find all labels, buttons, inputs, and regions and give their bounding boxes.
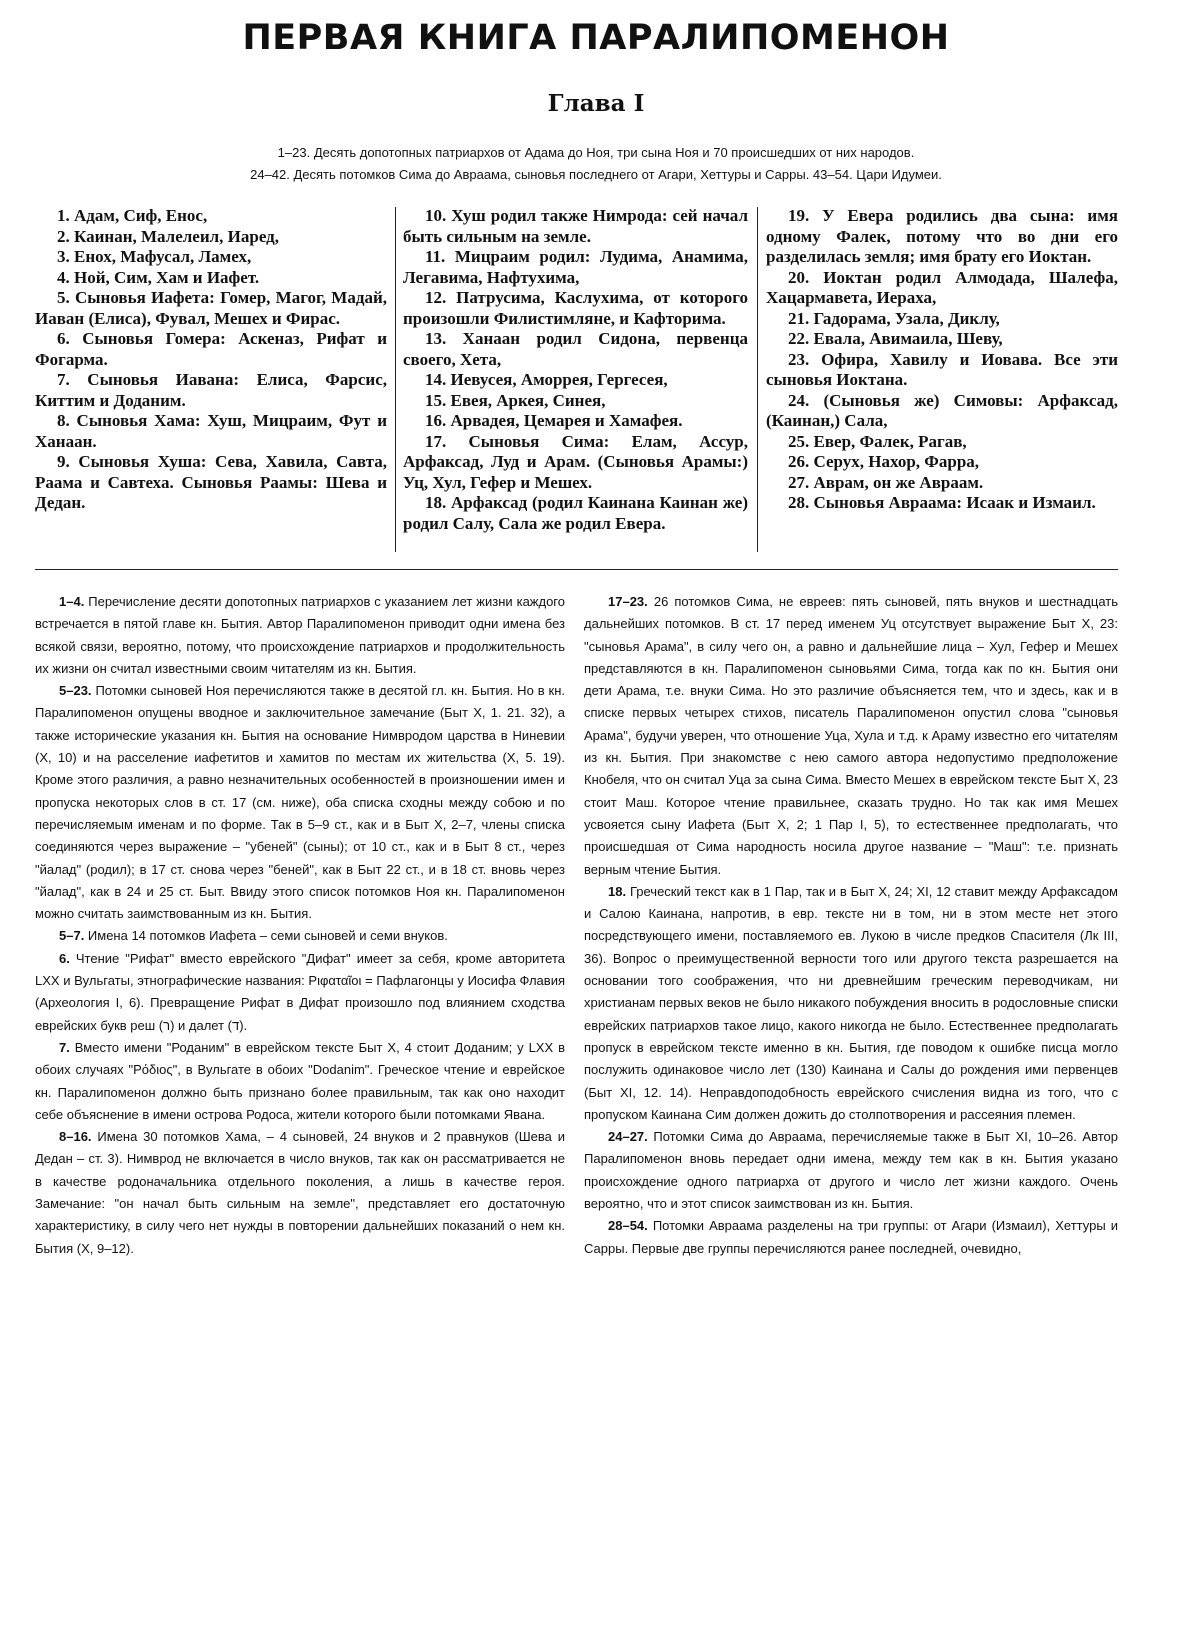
verse: 2. Каинан, Малелеил, Иаред, — [57, 226, 280, 246]
commentary-paragraph — [584, 881, 1118, 1126]
commentary-text: Вместо имени "Роданим" в еврейском тексте Быт X, 4 стоит Доданим; у LXX в обоих случаях "Ρόδιος", в Вульгате в обоих "Dodanim". Греческое чтение и еврейское кн. Паралипоменон должно быть признано более правильным, так как оно находит себе объяснение в имени острова Родоса, жители которого были потомками Явана. — [35, 1039, 565, 1122]
commentary-text: Имена 30 потомков Хама, – 4 сыновей, 24 внуков и 2 правнуков (Шева и Дедан – ст. 3). Нимврод не включается в число внуков, так как он рассматривается не в качестве родоначальника отдельного поколения, а лишь в качестве героя. Замечание: "он начал быть сильным на земле", представляет его достаточную характеристику, в силу чего нет нужды в повторении дальнейших показаний о нем кн. Бытия (X, 9–12). — [35, 1129, 565, 1256]
commentary-paragraph — [35, 1126, 565, 1260]
commentary-ref: 17–23. — [608, 594, 648, 609]
verse: 21. Гадорама, Узала, Диклу, — [788, 308, 1000, 328]
chapter-title: Глава I — [547, 90, 645, 117]
commentary-ref: 1–4. — [59, 594, 85, 609]
verse: 16. Арвадея, Цемарея и Хамафея. — [425, 411, 683, 430]
chapter-summary — [0, 142, 1192, 186]
verse-column-1 — [35, 206, 387, 514]
verse: 11. Мицраим родил: Лудима, Анамима, Легавима, Нафтухима, — [403, 247, 748, 287]
summary-line: 1–23. Десять допотопных патриархов от Адама до Ноя, три сына Ноя и 70 происшедших от них народов. — [277, 145, 915, 160]
commentary-ref: 24–27. — [608, 1129, 648, 1145]
verse: 6. Сыновья Гомера: Аскеназ, Рифат и Фогарма. — [35, 329, 387, 369]
commentary-paragraph — [35, 925, 565, 947]
verse: 1. Адам, Сиф, Енос, — [57, 206, 208, 225]
verse: 5. Сыновья Иафета: Гомер, Магог, Мадай, Иаван (Елиса), Фувал, Мешех и Фирас. — [35, 288, 387, 328]
verse: 9. Сыновья Хуша: Сева, Хавила, Савта, Раама и Савтеха. Сыновья Раамы: Шева и Дедан. — [35, 452, 387, 512]
commentary-text: 26 потомков Сима, не евреев: пять сыновей, пять внуков и шестнадцать дальнейших потомков. В ст. 17 перед именем Уц отсутствует выражение Быт X, 23: "сыновья Арама", в силу чего он, а равно и дальнейшие лица – Хул, Гефер и Мешех представляются в кн. Паралипоменон сыновьями Сима, тогда как по кн. Бытия они дети Арама, т.е. внуки Сима. Но это различие объясняется тем, что и здесь, как и в списке первых четырех стихов, писатель Паралипоменон опустил слова "сыновья Арама", будучи уверен, что отношение Уца, Хула и т.д. к Араму известно его читателям из кн. Бытия. При знакомстве с нею самого автора недопустимо предположение Кнобеля, что он считал Уца за сына Сима. Вместо Мешех в еврейском тексте Быт X, 23 стоит Маш. Которое чтение правильнее, сказать трудно. Но так как имя Мешех усвояется сыну Иафета (Быт X, 2; 1 Пар I, 5), то естественнее предполагать, что происшедшая от Сима народность носила другое название – "Маш": т.е. признать верным чтение Бытия. — [584, 594, 1118, 877]
commentary-ref: 7. — [59, 1039, 70, 1055]
commentary-ref: 8–16. — [59, 1129, 92, 1145]
section-divider — [35, 569, 1118, 570]
verse: 23. Офира, Хавилу и Иовава. Все эти сыновья Иоктана. — [766, 349, 1118, 389]
column-divider — [395, 207, 396, 552]
summary-line: 24–42. Десять потомков Сима до Авраама, сыновья последнего от Агари, Хеттуры и Сарры. 43–54. Цари Идумеи. — [250, 167, 942, 182]
verse: 4. Ной, Сим, Хам и Иафет. — [57, 267, 260, 287]
commentary-paragraph — [584, 1215, 1118, 1260]
commentary-paragraph — [35, 948, 565, 1037]
verse: 17. Сыновья Сима: Елам, Ассур, Арфаксад, Луд и Арам. (Сыновья Арамы:) Уц, Хул, Гефер и Мешех. — [403, 431, 748, 492]
verse: 8. Сыновья Хама: Хуш, Мицраим, Фут и Ханаан. — [35, 411, 387, 451]
commentary-paragraph — [35, 591, 565, 680]
verse: 26. Серух, Нахор, Фарра, — [788, 452, 980, 471]
verse: 10. Хуш родил также Нимрода: сей начал быть сильным на земле. — [403, 206, 748, 246]
commentary-paragraph — [35, 1037, 565, 1126]
verse: 15. Евея, Аркея, Синея, — [425, 390, 606, 410]
commentary-column-2 — [584, 591, 1118, 1260]
verse: 13. Ханаан родил Сидона, первенца своего, Хета, — [403, 329, 748, 369]
commentary-ref: 6. — [59, 950, 70, 966]
verse: 27. Аврам, он же Авраам. — [788, 472, 984, 492]
commentary-ref: 5–7. — [59, 928, 85, 944]
verse: 28. Сыновья Авраама: Исаак и Измаил. — [788, 493, 1096, 512]
commentary-paragraph — [35, 680, 565, 925]
verse: 18. Арфаксад (родил Каинана Каинан же) родил Салу, Сала же родил Евера. — [403, 493, 748, 533]
book-title: ПЕРВАЯ КНИГА ПАРАЛИПОМЕНОН — [242, 18, 950, 58]
verse: 19. У Евера родились два сына: имя одному Фалек, потому что во дни его разделилась земля; имя брату его Иоктан. — [766, 206, 1118, 266]
verse: 7. Сыновья Иавана: Елиса, Фарсис, Киттим и Доданим. — [35, 370, 387, 410]
verse: 14. Иевусея, Аморрея, Гергесея, — [425, 370, 668, 389]
verse: 12. Патрусима, Каслухима, от которого произошли Филистимляне, и Кафторима. — [403, 288, 748, 328]
commentary-text: Имена 14 потомков Иафета – семи сыновей и семи внуков. — [84, 928, 448, 944]
commentary-text: Перечисление десяти допотопных патриархов с указанием лет жизни каждого встречается в пятой главе кн. Бытия. Автор Паралипоменон приводит одни имена без всякой связи, вероятно, потому, что происхождение патриархов и продолжительность их жизни он считал известными своим читателям из кн. Бытия. — [35, 594, 565, 676]
verse: 22. Евала, Авимаила, Шеву, — [788, 329, 1003, 348]
commentary-paragraph — [584, 591, 1118, 881]
commentary-ref: 18. — [608, 883, 627, 899]
commentary-column-1 — [35, 591, 565, 1260]
commentary-ref: 28–54. — [608, 1218, 648, 1234]
verse-column-2 — [403, 206, 748, 534]
verse: 25. Евер, Фалек, Рагав, — [788, 431, 967, 451]
commentary-paragraph — [584, 1126, 1118, 1215]
commentary-ref: 5–23. — [59, 683, 92, 699]
commentary-text: Потомки Сима до Авраама, перечисляемые также в Быт XI, 10–26. Автор Паралипоменон вновь передает одни имена, между тем как в кн. Бытия указано происхождение одного патриарха от другого и число лет жизни каждого. Очень вероятно, что и этот список заимствован из кн. Бытия. — [584, 1129, 1118, 1212]
commentary-text: Потомки Авраама разделены на три группы: от Агари (Измаил), Хеттуры и Сарры. Первые две группы перечисляются ранее последней, очевидно, — [584, 1218, 1118, 1256]
verse: 24. (Сыновья же) Симовы: Арфаксад, (Каинан,) Сала, — [766, 390, 1118, 430]
verse-column-3 — [766, 206, 1118, 514]
commentary-text: Чтение "Рифат" вместо еврейского "Дифат" имеет за себя, кроме авторитета LXX и Вульгаты, этнографические названия: Ριφαταῖοι = Пафлагонцы у Иосифа Флавия (Археология I, 6). Превращение Рифат в Дифат произошло под влиянием сходства еврейских букв реш (ר) и далет (ד). — [35, 950, 565, 1033]
commentary-text: Потомки сыновей Ноя перечисляются также в десятой гл. кн. Бытия. Но в кн. Паралипоменон опущены вводное и заключительное замечание (Быт X, 1. 21. 32), а также исторические указания кн. Бытия на основание Нимвродом царства в Ниневии (X, 10) и на расселение иафетитов и хамитов по местам их жительства (X, 5. 19). Кроме этого различия, а равно незначительных особенностей в произношении имен и пропуска некоторых слов в ст. 17 (см. ниже), оба списка сходны между собою и по перечисляемым именам и по форме. Так в 5–9 ст., как и в Быт X, 2–7, члены списка соединяются через выражение – "убеней" (сыны); от 10 ст., как и в Быт 8 ст., через "йалад" (родил); в 17 ст. снова через "беней", как в Быт 22 ст., и в 18 ст. вновь через "йалад", как в 24 и 25 ст. Быт. Ввиду этого список потомков Ноя кн. Паралипоменон можно считать заимствованным из кн. Бытия. — [35, 683, 565, 922]
commentary-text: Греческий текст как в 1 Пар, так и в Быт X, 24; XI, 12 ставит между Арфаксадом и Салою Каинана, напротив, в евр. тексте ни в том, ни в этом месте нет этого посредствующего имени, поставляемого ев. Лукою в числе предков Спасителя (Лк III, 36). Вопрос о преимущественной верности того или другого текста разрешается на основании того соображения, что ни древнейшим греческим переводчикам, ни христианам первых веков не было никакого побуждения вносить в родословные списки еврейских патриархов такое лицо, какого никогда не было. Естественнее предполагать пропуск в еврейском тексте именно в кн. Бытия, где поводом к ошибке писца могло послужить одинаковое число лет (130) Каинана и Салы до рождения ими первенцев (Быт XI, 12. 14). Неправдоподобность еврейского счисления видна из того, что с пропуском Каинана Сим должен дожить до столпотворения и рассеяния племен. — [584, 883, 1118, 1122]
verse: 3. Енох, Мафусал, Ламех, — [57, 247, 252, 266]
column-divider — [757, 207, 758, 552]
verse: 20. Иоктан родил Алмодада, Шалефа, Хацармавета, Иераха, — [766, 267, 1118, 307]
